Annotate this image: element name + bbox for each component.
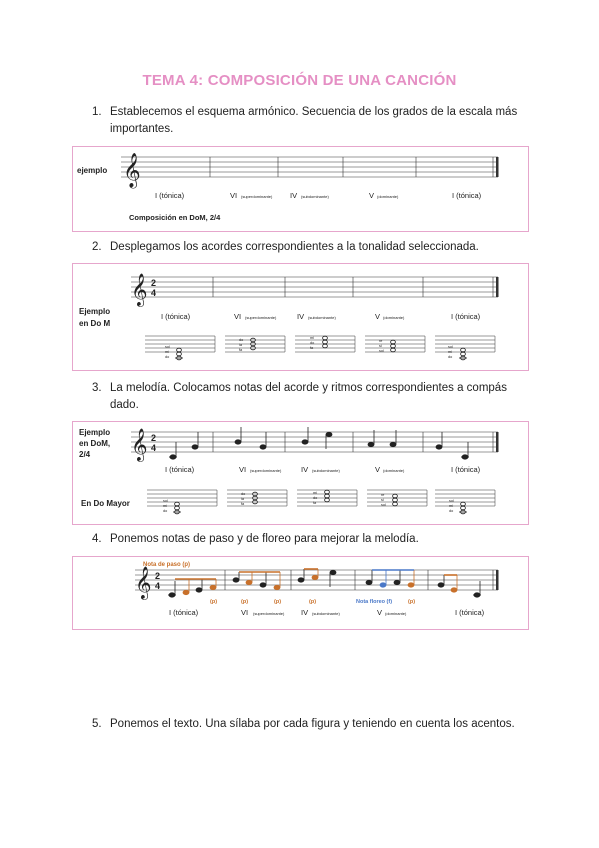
degree-label: VI xyxy=(234,312,242,321)
degree-label: I (tónica) xyxy=(452,191,482,200)
chord-note-name: do xyxy=(449,509,454,513)
chord-staff xyxy=(435,336,495,360)
example-2-score xyxy=(73,264,528,370)
chord-note-name: mi xyxy=(448,350,453,354)
step-number: 2. xyxy=(92,241,102,253)
degree-label: VI xyxy=(239,465,247,474)
degree-sublabel: (superdominante) xyxy=(241,194,273,199)
time-signature-bottom: 4 xyxy=(151,288,157,298)
example-2-box xyxy=(72,263,529,371)
treble-clef-icon: 𝄞 xyxy=(123,153,141,188)
degree-label: I (tónica) xyxy=(451,465,481,474)
example-3-score xyxy=(73,422,528,524)
chord-note-name: fa xyxy=(310,346,314,350)
chord-note-name: si xyxy=(381,498,384,502)
example-1-box xyxy=(72,146,529,232)
time-signature-bottom: 4 xyxy=(151,443,157,453)
degree-label: V xyxy=(375,312,381,321)
example-footer: Composición en DoM, 2/4 xyxy=(129,213,221,222)
passing-note-mark: (p) xyxy=(241,599,249,605)
step-number: 5. xyxy=(92,718,102,730)
degree-sublabel: (subdominante) xyxy=(312,611,340,616)
chord-note-name: do xyxy=(163,509,168,513)
example-label: Ejemplo xyxy=(79,428,111,437)
time-signature-bottom: 4 xyxy=(155,581,161,591)
chord-note-name: mi xyxy=(449,504,454,508)
melody-notes xyxy=(168,569,481,597)
degree-row xyxy=(161,312,481,321)
degree-label: IV xyxy=(301,465,309,474)
step-5 xyxy=(92,716,532,733)
time-signature-top: 2 xyxy=(155,571,161,581)
chord-note-name: re xyxy=(381,493,385,497)
degree-sublabel: (subdominante) xyxy=(308,315,336,320)
degree-row xyxy=(169,608,485,617)
step-text: La melodía. Colocamos notas del acorde y ritmos correspondientes a compás dado. xyxy=(110,382,507,411)
example-label: 2/4 xyxy=(79,450,91,459)
passing-note-label: Nota de paso (p) xyxy=(143,562,191,568)
degree-label: V xyxy=(369,191,375,200)
step-text: Establecemos el esquema armónico. Secuencia de los grados de la escala más importantes. xyxy=(110,106,518,135)
example-label: En Do Mayor xyxy=(81,499,130,508)
step-1 xyxy=(92,104,532,138)
degree-sublabel: (superdominante) xyxy=(253,611,285,616)
page-title: TEMA 4: COMPOSICIÓN DE UNA CANCIÓN xyxy=(142,72,457,89)
step-number: 3. xyxy=(92,382,102,394)
chord-note-name: do xyxy=(310,341,315,345)
chord-staff xyxy=(435,490,495,514)
degree-sublabel: (superdominante) xyxy=(245,315,277,320)
passing-note-mark: (p) xyxy=(309,599,317,605)
chord-note-name: sol xyxy=(449,499,454,503)
chord-note-name: do xyxy=(241,492,246,496)
chord-staff xyxy=(297,490,357,506)
chord-staff xyxy=(147,490,217,514)
degree-label: I (tónica) xyxy=(155,191,185,200)
degree-sublabel: (dominante) xyxy=(377,194,399,199)
degree-sublabel: (subdominante) xyxy=(312,468,340,473)
example-1-score xyxy=(73,147,528,231)
chord-note-name: mi xyxy=(310,336,315,340)
degree-label: VI xyxy=(230,191,238,200)
chord-note-name: sol xyxy=(381,503,386,507)
step-text: Desplegamos los acordes correspondientes a la tonalidad seleccionada. xyxy=(110,241,479,253)
chord-note-name: mi xyxy=(313,491,318,495)
neighbor-note-label: Nota floreo (f) xyxy=(356,599,393,605)
degree-label: VI xyxy=(241,608,249,617)
chord-note-name: do xyxy=(239,338,244,342)
step-text: Ponemos notas de paso y de floreo para mejorar la melodía. xyxy=(110,533,419,545)
chord-note-name: re xyxy=(379,339,383,343)
chord-note-name: fa xyxy=(313,501,317,505)
example-4-score xyxy=(73,557,528,629)
degree-label: IV xyxy=(290,191,298,200)
chord-note-name: la xyxy=(241,497,244,501)
degree-sublabel: (dominante) xyxy=(383,315,405,320)
treble-clef-icon: 𝄞 xyxy=(131,428,148,461)
time-signature-top: 2 xyxy=(151,278,157,288)
chord-note-name: la xyxy=(239,343,242,347)
chord-note-name: sol xyxy=(379,349,384,353)
degree-label: I (tónica) xyxy=(169,608,199,617)
chord-staff xyxy=(225,336,285,352)
example-label: en Do M xyxy=(79,319,111,328)
step-number: 4. xyxy=(92,533,102,545)
treble-clef-icon: 𝄞 xyxy=(131,273,148,306)
chord-note-name: do xyxy=(448,355,453,359)
example-label: ejemplo xyxy=(77,166,108,175)
chord-staff xyxy=(367,490,427,507)
example-3-box xyxy=(72,421,529,525)
chord-staff xyxy=(365,336,425,353)
example-label: en DoM, xyxy=(79,439,111,448)
step-4 xyxy=(92,531,532,548)
degree-label: I (tónica) xyxy=(455,608,485,617)
treble-clef-icon: 𝄞 xyxy=(135,566,152,599)
time-signature-top: 2 xyxy=(151,433,157,443)
step-2 xyxy=(92,239,532,256)
degree-label: I (tónica) xyxy=(451,312,481,321)
example-label: Ejemplo xyxy=(79,307,111,316)
degree-label: IV xyxy=(297,312,305,321)
degree-sublabel: (dominante) xyxy=(383,468,405,473)
chord-note-name: si xyxy=(379,344,382,348)
chord-note-name: sol xyxy=(165,345,170,349)
passing-note-mark: (p) xyxy=(210,599,218,605)
passing-note-mark: (p) xyxy=(408,599,416,605)
degree-label: V xyxy=(377,608,383,617)
chord-note-name: do xyxy=(165,355,170,359)
degree-sublabel: (subdominante) xyxy=(301,194,329,199)
chord-note-name: fa xyxy=(241,502,245,506)
chord-note-name: sol xyxy=(448,345,453,349)
degree-sublabel: (dominante) xyxy=(385,611,407,616)
chord-note-name: do xyxy=(313,496,318,500)
degree-row xyxy=(165,465,481,474)
passing-note-mark: (p) xyxy=(274,599,282,605)
step-text: Ponemos el texto. Una sílaba por cada figura y teniendo en cuenta los acentos. xyxy=(110,718,515,730)
chord-staff xyxy=(227,490,287,506)
chord-note-name: mi xyxy=(165,350,170,354)
step-number: 1. xyxy=(92,106,102,118)
degree-row xyxy=(155,191,482,200)
degree-label: IV xyxy=(301,608,309,617)
degree-label: I (tónica) xyxy=(165,465,195,474)
degree-label: V xyxy=(375,465,381,474)
chord-staff xyxy=(295,336,355,352)
example-4-box xyxy=(72,556,529,630)
chord-note-name: mi xyxy=(163,504,168,508)
degree-label: I (tónica) xyxy=(161,312,191,321)
chord-staff xyxy=(145,336,215,360)
chord-note-name: fa xyxy=(239,348,243,352)
chord-note-name: sol xyxy=(163,499,168,503)
degree-sublabel: (superdominante) xyxy=(250,468,282,473)
step-3 xyxy=(92,380,532,414)
